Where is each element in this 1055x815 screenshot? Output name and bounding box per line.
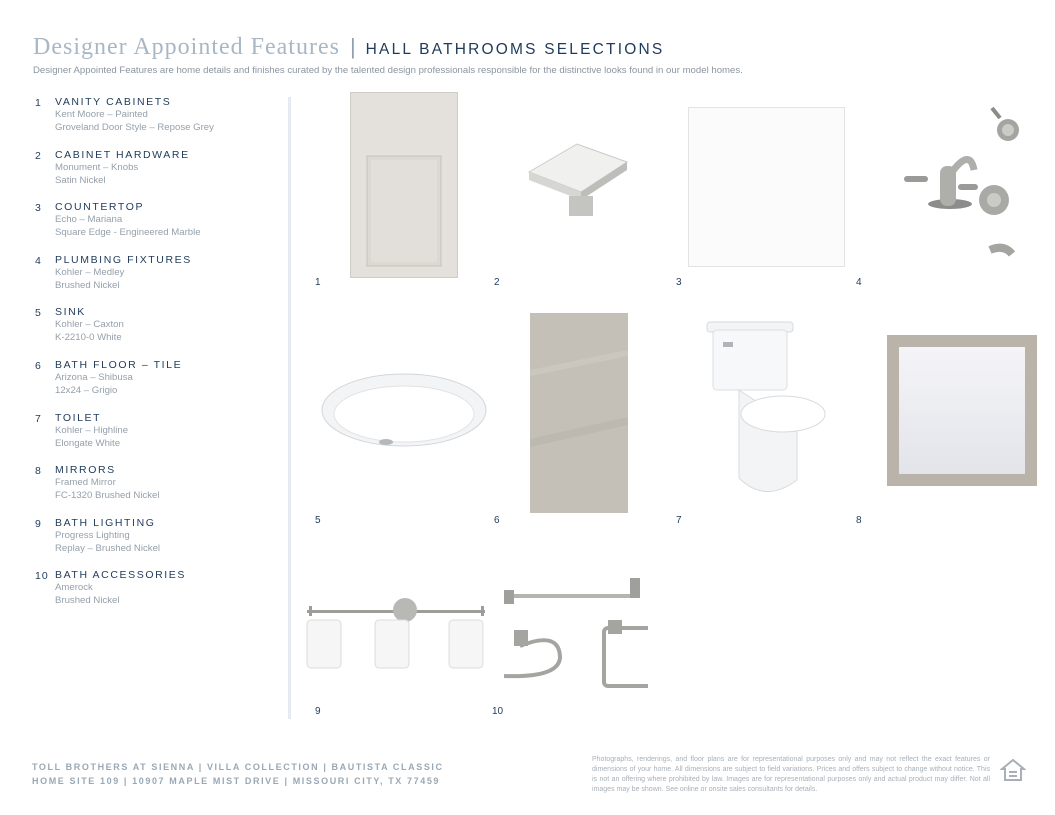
photo-label: 5 — [315, 515, 321, 526]
list-item — [35, 254, 275, 307]
list-item — [35, 517, 275, 570]
item-title: COUNTERTOP — [55, 201, 145, 214]
item-detail: Kohler – Medley — [55, 266, 125, 278]
list-item — [35, 359, 275, 412]
framed-mirror-image — [887, 335, 1037, 486]
item-title: PLUMBING FIXTURES — [55, 253, 192, 266]
item-title: BATH ACCESSORIES — [55, 569, 187, 582]
list-item — [35, 96, 275, 149]
legal-disclaimer: Photographs, renderings, and floor plans are for representational purposes only and may not reflect the exact features or dimensions of your home. All dimensions are subject to field variations. Prices and offers subject to change without notice. This is not an offering where prohibited by law. Images are for representational purposes only and actual product may differ. Not all images may be shown. See online or onsite sales consultants for details. — [592, 756, 990, 793]
item-detail: Brushed Nickel — [55, 279, 120, 291]
photo-label: 2 — [494, 277, 500, 288]
item-number: 3 — [35, 202, 42, 215]
item-detail: Amerock — [55, 582, 93, 594]
list-item — [35, 464, 275, 517]
section-title: HALL BATHROOMS SELECTIONS — [365, 41, 665, 58]
item-detail: Progress Lighting — [55, 529, 130, 541]
floor-tile-image — [530, 313, 628, 513]
photo-label: 1 — [315, 277, 321, 288]
item-number: 7 — [35, 412, 42, 425]
item-detail: Framed Mirror — [55, 477, 116, 489]
item-title: MIRRORS — [55, 464, 116, 477]
plumbing-fixtures-image — [900, 104, 1030, 270]
item-detail: Elongate White — [55, 437, 121, 449]
item-detail: Kohler – Caxton — [55, 319, 124, 331]
list-item — [35, 412, 275, 465]
item-title: CABINET HARDWARE — [55, 148, 190, 161]
item-number: 9 — [35, 517, 42, 530]
item-detail: 12x24 – Grigio — [55, 384, 118, 396]
item-number: 1 — [35, 97, 42, 109]
title-row — [33, 34, 743, 61]
community-line: TOLL BROTHERS AT SIENNA | VILLA COLLECTION | BAUTISTA CLASSIC — [32, 762, 444, 772]
photo-label: 4 — [856, 277, 862, 288]
item-detail: Square Edge - Engineered Marble — [55, 227, 201, 239]
item-number: 5 — [35, 307, 42, 320]
selections-list — [35, 96, 275, 622]
item-detail: Brushed Nickel — [55, 595, 120, 607]
item-detail: FC-1320 Brushed Nickel — [55, 490, 160, 502]
item-number: 10 — [35, 570, 49, 583]
item-title: TOILET — [55, 411, 102, 424]
bath-accessories-image — [498, 576, 648, 690]
cabinet-door-image — [350, 92, 458, 278]
item-title: VANITY CABINETS — [55, 96, 172, 108]
photo-label: 7 — [676, 515, 682, 526]
page-title: Designer Appointed Features — [33, 34, 340, 60]
list-item — [35, 201, 275, 254]
homesite-line: HOME SITE 109 | 10907 MAPLE MIST DRIVE | MISSOURI CITY, TX 77459 — [32, 776, 441, 786]
item-detail: Kohler – Highline — [55, 424, 129, 436]
photo-label: 10 — [492, 706, 504, 717]
item-detail: Echo – Mariana — [55, 214, 123, 226]
item-detail: Satin Nickel — [55, 174, 106, 186]
item-detail: Kent Moore – Painted — [55, 109, 148, 120]
photo-label: 3 — [676, 277, 682, 288]
list-item — [35, 306, 275, 359]
page-header — [33, 34, 743, 76]
photo-label: 8 — [856, 515, 862, 526]
column-divider — [288, 97, 291, 719]
item-detail: Groveland Door Style – Repose Grey — [55, 122, 214, 133]
cabinet-knob-image — [525, 140, 631, 220]
item-detail: Arizona – Shibusa — [55, 371, 133, 383]
title-separator: | — [349, 34, 356, 59]
item-detail: Replay – Brushed Nickel — [55, 542, 161, 554]
sink-image — [320, 372, 488, 452]
item-title: BATH LIGHTING — [55, 516, 156, 529]
page-subtitle: Designer Appointed Features are home details and finishes curated by the talented design professionals responsible for the distinctive looks found in our model homes. — [33, 65, 743, 76]
item-title: BATH FLOOR – TILE — [55, 358, 183, 371]
photo-label: 9 — [315, 706, 321, 717]
bath-lighting-image — [305, 598, 487, 672]
item-detail: Monument – Knobs — [55, 161, 139, 173]
item-number: 2 — [35, 149, 42, 162]
item-title: SINK — [55, 306, 86, 319]
photo-label: 6 — [494, 515, 500, 526]
list-item — [35, 149, 275, 202]
item-number: 4 — [35, 254, 42, 267]
community-info — [32, 760, 444, 788]
countertop-swatch-image — [688, 107, 845, 267]
equal-housing-opportunity-icon — [1000, 758, 1026, 784]
toilet-image — [705, 318, 827, 508]
item-number: 8 — [35, 465, 42, 478]
item-number: 6 — [35, 359, 42, 372]
item-detail: K-2210-0 White — [55, 332, 122, 344]
list-item — [35, 569, 275, 622]
